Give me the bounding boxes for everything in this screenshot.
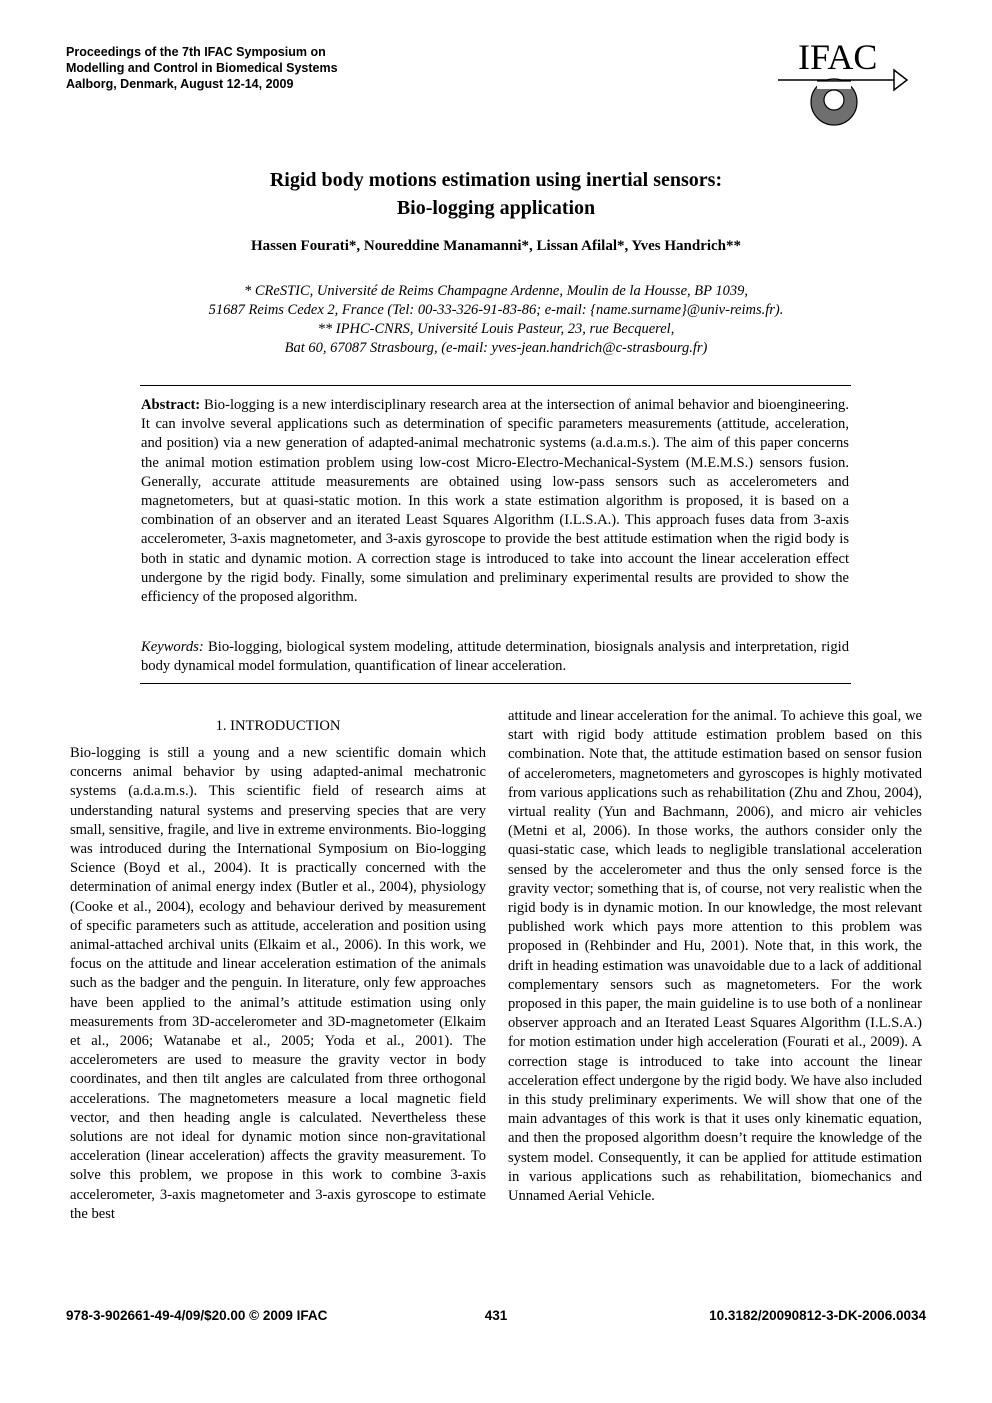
abstract-label: Abstract: bbox=[141, 397, 201, 413]
footer-doi: 10.3182/20090812-3-DK-2006.0034 bbox=[709, 1308, 926, 1323]
abstract bbox=[141, 396, 849, 607]
affiliation-line: Bat 60, 67087 Strasbourg, (e-mail: yves-jean.handrich@c-strasbourg.fr) bbox=[284, 340, 708, 356]
keywords-label: Keywords: bbox=[141, 639, 204, 655]
affiliation-line: ** IPHC-CNRS, Université Louis Pasteur, 23, rue Becquerel, bbox=[317, 321, 675, 337]
proceedings-line: Aalborg, Denmark, August 12-14, 2009 bbox=[66, 77, 294, 91]
affiliation-line: * CReSTIC, Université de Reims Champagne Ardenne, Moulin de la Housse, BP 1039, bbox=[244, 283, 748, 299]
proceedings-header bbox=[66, 44, 338, 92]
abstract-top-rule bbox=[140, 385, 851, 386]
footer-page-number: 431 bbox=[484, 1308, 508, 1323]
keywords bbox=[141, 638, 849, 676]
keywords-text: Bio-logging, biological system modeling, attitude determination, biosignals analysis and interpretation, rigid body dynamical model formulation, quantification of linear acceleration. bbox=[141, 639, 849, 675]
ifac-logo-text: IFAC bbox=[798, 38, 878, 77]
proceedings-line: Proceedings of the 7th IFAC Symposium on bbox=[66, 45, 326, 59]
body-left-column: Bio-logging is still a young and a new scientific domain which concerns animal behavior by using adapted-animal mechatronic systems (a.d.a.m.s.). This scientific field of research aims at understanding natural systems and preserving species that are very small, sensitive, fragile, and live in extreme environments. Bio-logging was introduced during the International Symposium on Bio-logging Science (Boyd et al., 2004). It is practically concerned with the determination of animal energy index (Butler et al., 2004), physiology (Cooke et al., 2004), ecology and behaviour derived by measurement of specific parameters such as attitude, acceleration and position using animal-attached archival units (Elkaim et al., 2006). In this work, we focus on the attitude and linear acceleration estimation of the animals such as the badger and the penguin. In literature, only few approaches have been applied to the animal’s attitude estimation using only measurements from 3D-accelerometer and 3D-magnetometer (Elkaim et al., 2006; Watanabe et al., 2005; Yoda et al., 2001). The accelerometers are used to measure the gravity vector in body coordinates, and then tilt angles are calculated from three orthogonal accelerations. The magnetometers measure a local magnetic field vector, and then heading angle is calculated. Nevertheless these solutions are not ideal for dynamic motion since non-gravitational acceleration (linear acceleration) affects the gravity measurement. To solve this problem, we propose in this work to combine 3-axis accelerometer, 3-axis magnetometer and 3-axis gyroscope to estimate the best bbox=[70, 745, 486, 1222]
abstract-bottom-rule bbox=[140, 683, 851, 684]
affiliations bbox=[0, 282, 992, 358]
abstract-text: Bio-logging is a new interdisciplinary research area at the intersection of animal behavior and bioengineering. It can involve several applications such as determination of specific parameters measurements (attitude, acceleration, and position) via a new generation of adapted-animal mechatronic systems (a.d.a.m.s.). The aim of this paper concerns the animal motion estimation problem using low-cost Micro-Electro-Mechanical-System (M.E.M.S.) sensors fusion. Generally, accurate attitude measurements are obtained using low-pass sensors such as accelerometers and magnetometers, but at quasi-static motion. In this work a state estimation algorithm is proposed, it is based on a combination of an observer and an iterated Least Squares Algorithm (I.L.S.A.). This approach fuses data from 3-axis accelerometer, 3-axis magnetometer, and 3-axis gyroscope to provide the best attitude estimation when the rigid body is both in static and dynamic motion. A correction stage is introduced to take into account the linear acceleration effect undergone by the rigid body. Finally, some simulation and preliminary experimental results are provided to show the efficiency of the proposed algorithm. bbox=[141, 397, 849, 606]
body-right-column: attitude and linear acceleration for the animal. To achieve this goal, we start with rigid body attitude estimation problem based on this combination. Note that, the attitude estimation based on sensor fusion of accelerometers, magnetometers and gyroscopes is highly motivated from various applications such as rehabilitation (Zhu and Zhou, 2004), virtual reality (Yun and Bachmann, 2006), and micro air vehicles (Metni et al, 2006). In those works, the authors consider only the quasi-static case, which leads to negligible translational acceleration sensed by the accelerometer and thus the only sensed force is the gravity vector; something that is, of course, not very realistic when the rigid body is in dynamic motion. In our knowledge, the most relevant published work which pays more attention to this problem was proposed in (Rehbinder and Hu, 2001). Note that, in this work, the drift in heading estimation was unavoidable due to a lack of additional complementary sensors such as magnetometers. For the work proposed in this paper, the main guideline is to use both of a nonlinear observer approach and an Iterated Least Squares Algorithm (I.L.S.A.) for motion estimation under high acceleration (Fourati et al., 2009). A correction stage is introduced to take into account the linear acceleration effect undergone by the rigid body. We have also included in this study preliminary experiments. We will show that one of the main advantages of this work is that it uses only kinematic equation, and then the proposed algorithm doesn’t require the knowledge of the system model. Consequently, it can be applied for attitude estimation in various applications such as rehabilitation, biomechanics and Unnamed Aerial Vehicle. bbox=[508, 708, 922, 1205]
title-line: Bio-logging application bbox=[396, 197, 596, 219]
section-heading: 1. INTRODUCTION bbox=[215, 718, 341, 734]
proceedings-line: Modelling and Control in Biomedical Systems bbox=[66, 61, 338, 75]
author-list: Hassen Fourati*, Noureddine Manamanni*, Lissan Afilal*, Yves Handrich** bbox=[250, 238, 742, 254]
ifac-logo bbox=[776, 38, 911, 130]
title-line: Rigid body motions estimation using inertial sensors: bbox=[269, 169, 723, 191]
paper-title bbox=[0, 166, 992, 222]
affiliation-line: 51687 Reims Cedex 2, France (Tel: 00-33-326-91-83-86; e-mail: {name.surname}@univ-reims.fr). bbox=[208, 302, 784, 318]
footer-isbn: 978-3-902661-49-4/09/$20.00 © 2009 IFAC bbox=[66, 1308, 328, 1323]
